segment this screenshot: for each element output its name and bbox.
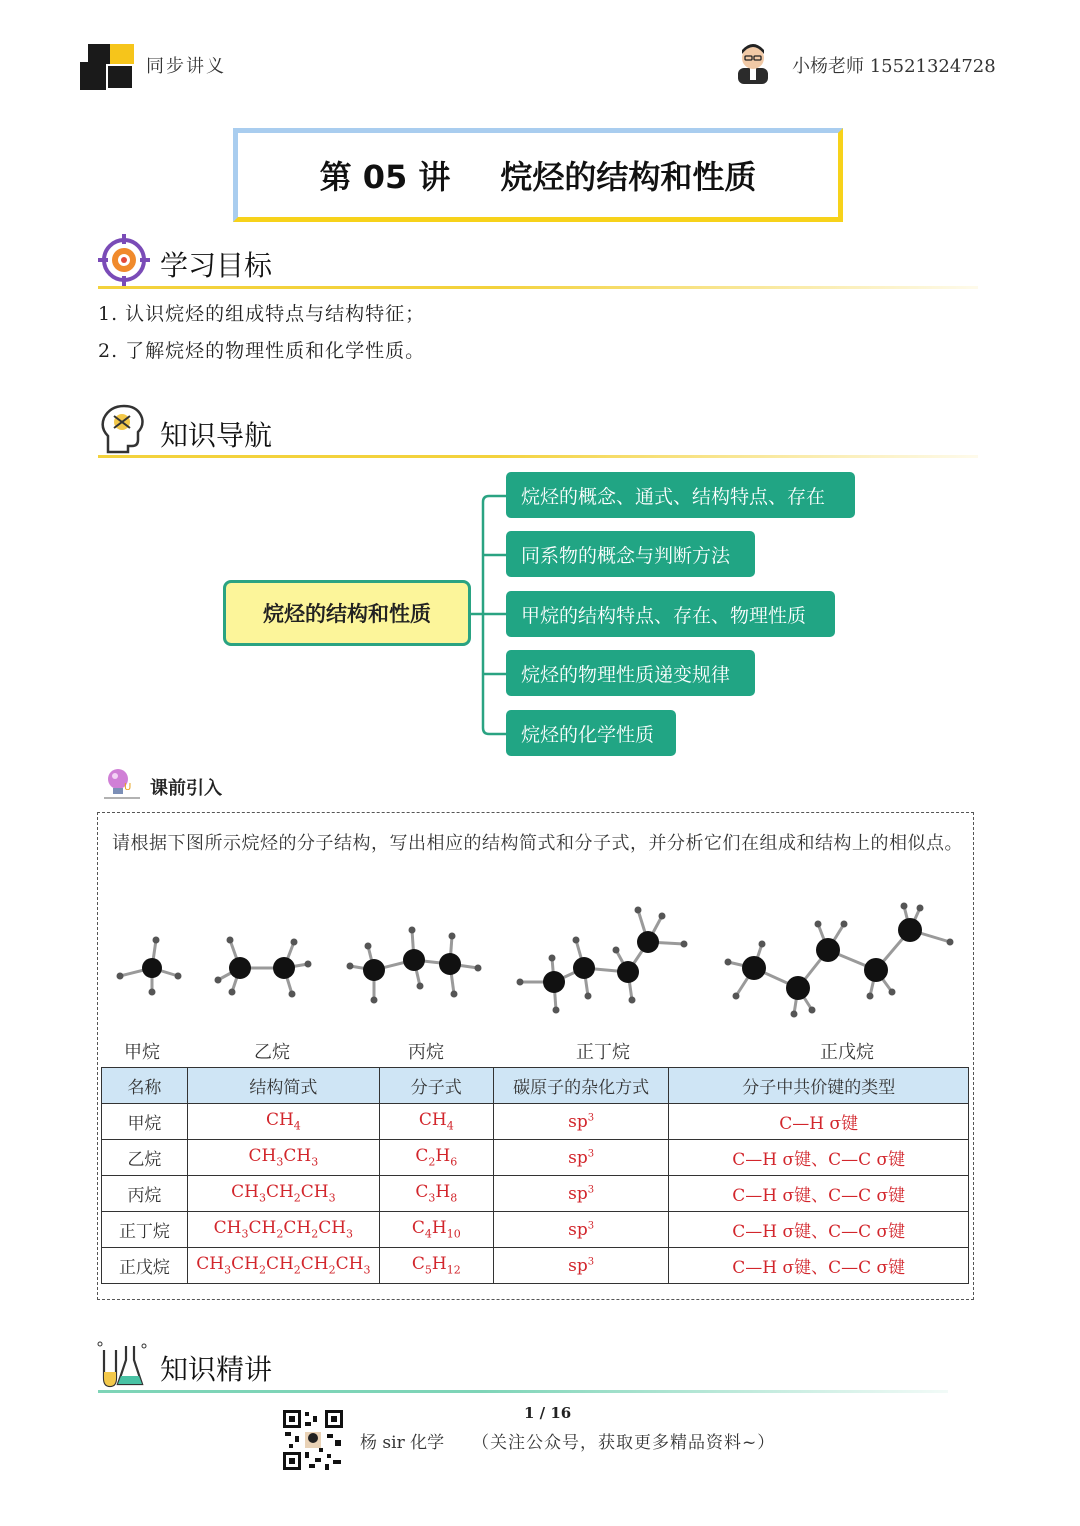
- molecule-label-butane: 正丁烷: [576, 1042, 630, 1063]
- cell-bonds: C—H σ键、C—C σ键: [669, 1140, 969, 1176]
- molecule-label-methane: 甲烷: [124, 1042, 160, 1063]
- cell-hybrid: $sp^3$: [493, 1212, 669, 1248]
- svg-text:U: U: [124, 782, 132, 793]
- brand-logo-icon: [80, 42, 136, 90]
- cell-hybrid: $sp^3$: [493, 1140, 669, 1176]
- lecture-topic: 烷烃的结构和性质: [500, 158, 757, 196]
- table-row: [102, 1212, 969, 1248]
- header-name: 名称: [102, 1068, 188, 1104]
- header-structure: 结构简式: [187, 1068, 379, 1104]
- mindmap-node-5: 烷烃的化学性质: [506, 710, 676, 756]
- alkane-table: [101, 1067, 969, 1284]
- methane-molecule-icon: [112, 932, 184, 998]
- cell-formula: $C_4H_{10}$: [379, 1212, 493, 1248]
- cell-name: 正戊烷: [102, 1248, 188, 1284]
- cell-bonds: C—H σ键、C—C σ键: [669, 1212, 969, 1248]
- mindmap-connectors: [471, 490, 511, 740]
- cell-formula: $C_5H_{12}$: [379, 1248, 493, 1284]
- mindmap-node-2: 同系物的概念与判断方法: [506, 531, 755, 577]
- target-icon: [98, 234, 150, 286]
- knowledge-divider: [98, 1390, 948, 1393]
- cell-structure: $CH_4$: [187, 1104, 379, 1140]
- cell-structure: $CH_3CH_3$: [187, 1140, 379, 1176]
- nav-heading: 知识导航: [160, 419, 273, 452]
- header-hybrid: 碳原子的杂化方式: [493, 1068, 669, 1104]
- mindmap-node-3: 甲烷的结构特点、存在、物理性质: [506, 591, 835, 637]
- teacher-avatar-icon: [730, 38, 776, 84]
- preclass-question: 请根据下图所示烷烃的分子结构，写出相应的结构简式和分子式，并分析它们在组成和结构上的相似点。: [112, 833, 963, 854]
- propane-molecule-icon: [340, 922, 486, 1006]
- footer-account: 杨 sir 化学: [360, 1433, 445, 1453]
- cell-name: 丙烷: [102, 1176, 188, 1212]
- cell-formula: $C_2H_6$: [379, 1140, 493, 1176]
- qr-code-icon: [281, 1408, 345, 1472]
- cell-formula: $CH_4$: [379, 1104, 493, 1140]
- cell-formula: $C_3H_8$: [379, 1176, 493, 1212]
- ethane-molecule-icon: [212, 932, 312, 1002]
- brand-name: 同步讲义: [146, 56, 226, 77]
- cell-hybrid: $sp^3$: [493, 1248, 669, 1284]
- mindmap-root: 烷烃的结构和性质: [223, 580, 471, 646]
- header-bonds: 分子中共价键的类型: [669, 1068, 969, 1104]
- lab-flask-icon: [96, 1338, 148, 1390]
- teacher-contact: 小杨老师 15521324728: [792, 56, 996, 77]
- goals-divider: [98, 286, 978, 289]
- header-formula: 分子式: [379, 1068, 493, 1104]
- butane-molecule-icon: [512, 900, 692, 1024]
- table-header-row: [102, 1068, 969, 1104]
- table-row: [102, 1104, 969, 1140]
- knowledge-heading: 知识精讲: [160, 1353, 273, 1386]
- nav-divider: [98, 455, 978, 458]
- cell-structure: $CH_3CH_2CH_3$: [187, 1176, 379, 1212]
- preclass-heading: 课前引入: [150, 778, 222, 799]
- cell-name: 甲烷: [102, 1104, 188, 1140]
- table-row: [102, 1176, 969, 1212]
- table-row: [102, 1248, 969, 1284]
- footer-slogan: （关注公众号，获取更多精品资料~）: [472, 1433, 776, 1453]
- lightbulb-icon: [102, 766, 142, 802]
- cell-structure: $CH_3CH_2CH_2CH_2CH_3$: [187, 1248, 379, 1284]
- cell-name: 正丁烷: [102, 1212, 188, 1248]
- pentane-molecule-icon: [720, 900, 956, 1024]
- cell-bonds: C—H σ键、C—C σ键: [669, 1176, 969, 1212]
- mindmap-node-1: 烷烃的概念、通式、结构特点、存在: [506, 472, 855, 518]
- goal-item-2: 2. 了解烷烃的物理性质和化学性质。: [98, 340, 426, 362]
- molecule-label-ethane: 乙烷: [254, 1042, 290, 1063]
- goal-item-1: 1. 认识烷烃的组成特点与结构特征；: [98, 303, 426, 325]
- brain-head-icon: [98, 402, 150, 454]
- cell-bonds: C—H σ键、C—C σ键: [669, 1248, 969, 1284]
- cell-bonds: C—H σ键: [669, 1104, 969, 1140]
- page-number: 1 / 16: [524, 1404, 572, 1422]
- mindmap-node-4: 烷烃的物理性质递变规律: [506, 650, 755, 696]
- table-row: [102, 1140, 969, 1176]
- cell-hybrid: $sp^3$: [493, 1104, 669, 1140]
- cell-structure: $CH_3CH_2CH_2CH_3$: [187, 1212, 379, 1248]
- cell-hybrid: $sp^3$: [493, 1176, 669, 1212]
- lecture-title-box: [233, 128, 843, 222]
- goals-heading: 学习目标: [160, 249, 273, 282]
- lecture-number: 第 05 讲: [319, 158, 451, 196]
- molecule-label-propane: 丙烷: [408, 1042, 444, 1063]
- cell-name: 乙烷: [102, 1140, 188, 1176]
- molecule-label-pentane: 正戊烷: [820, 1042, 874, 1063]
